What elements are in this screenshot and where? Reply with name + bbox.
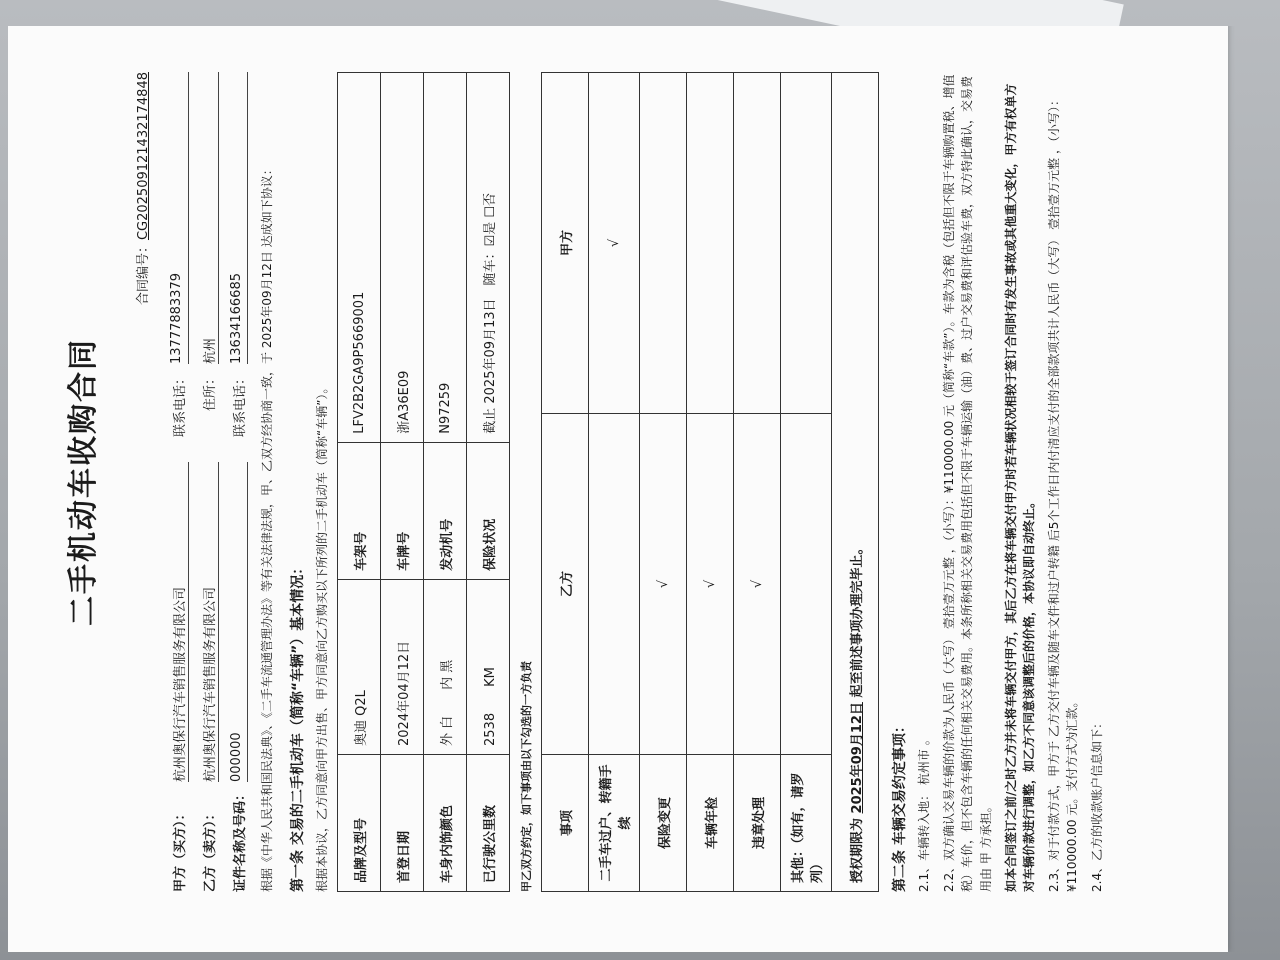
clause-2-2-bold: 如本合同签订之前/之时乙方并未将车辆交付甲方，其后乙方在将车辆交付甲方时若车辆状况相较于签订合同时有发生事故或其他重大变化，甲方有权单方对车辆价款进行调整，如乙方不同意该调整后的价格，本协议即自动终止。 [1003, 83, 1037, 892]
tasks-table [541, 72, 879, 892]
id-row: 证件名称及号码： 000000 联系电话： 13634166685 [229, 72, 248, 892]
document-title: 二手机动车收购合同 [66, 338, 101, 626]
color-label: 车身内饰颜色 [424, 755, 467, 892]
authorization-row: 授权期限为 2025年09月12日 起至前述事项办理完毕止。 [832, 73, 879, 892]
vin-label: 车架号 [338, 442, 381, 579]
clause-2-1: 2.1、车辆转入地： 杭州市 。 [917, 733, 932, 892]
insurance-value: 截止 2025年09月13日 随车：☑是 ☐否 [467, 73, 510, 443]
table-row: 违章处理 √ [734, 73, 781, 892]
vin-value: LFV2B2GA9P5669001 [338, 73, 381, 443]
table-row [781, 73, 832, 892]
color-value: 外 白 内 黑 [424, 579, 467, 754]
insurance-label: 保险状况 [467, 442, 510, 579]
article-2-title: 第二条 车辆交易约定事项： [892, 719, 909, 892]
vehicle-table [337, 72, 510, 892]
brand-label: 品牌及型号 [338, 755, 381, 892]
brand-value: 奥迪 Q2L [338, 579, 381, 754]
intro-paragraph: 根据《中华人民共和国民法典》、《二手车流通管理办法》等有关法律法规，甲、乙双方经协商一致，于 2025年09月12日 达成如下协议： [260, 163, 274, 892]
photo-frame [8, 26, 1240, 952]
choice-note: 甲乙双方约定，如下事项由以下勾选的一方负责 [520, 661, 534, 892]
clause-2-4: 2.4、乙方的收款账户信息如下： [1089, 716, 1104, 892]
reg-label: 首登日期 [381, 755, 424, 892]
contract-number: 合同编号：CG202509121432174848 [136, 72, 151, 306]
party-a-row: 甲方（买方）： 杭州奥保行汽车销售服务有限公司 联系电话： 13777883379 [169, 72, 189, 892]
tasks-header-b: 乙方 [542, 414, 589, 755]
engine-value: N97259 [424, 73, 467, 443]
engine-label: 发动机号 [424, 442, 467, 579]
reg-value: 2024年04月12日 [381, 579, 424, 754]
mileage-value: 2538 KM [467, 579, 510, 754]
tasks-header-item: 事项 [542, 755, 589, 892]
article-1-text: 根据本协议，乙方同意向甲方出售、甲方同意向乙方购买以下所列的二手机动车（简称“车辆”）。 [314, 381, 329, 892]
table-row: 车辆年检 √ [687, 73, 734, 892]
plate-value: 浙A36E09 [381, 73, 424, 443]
contract-page [8, 26, 1228, 952]
clause-2-3: 2.3、对于付款方式，甲方于 乙方交付车辆及随车文件和过户转籍 后5个工作日内付清应支付的全部款项共计人民币（大写） 壹拾壹万元整 ，（小写）：¥110000.00 元。支付方式为汇款。 [1046, 94, 1080, 892]
tasks-header-a: 甲方 [542, 73, 589, 414]
plate-label: 车牌号 [381, 442, 424, 579]
table-row: 二手车过户、转籍手续 √ [589, 73, 640, 892]
article-1-title: 第一条 交易的二手机动车（简称“车辆”）基本情况： [289, 560, 306, 892]
table-row: 保险变更 √ [640, 73, 687, 892]
other-label: 其他：（如有，请罗列） [781, 755, 832, 892]
clause-2-2: 2.2、双方确认交易车辆的价款为人民币（大写） 壹拾壹万元整 ，（小写）：¥110000.00 元（简称“车款”）。车款为含税（包括但不限于车辆购置税、增值税）车价，但不包含车辆的任何相关交易费用。本条所称相关交易费用包括但不限于车辆运输（油）费、过户交易费和评估验车费，双方特此确认，交易费用由 甲 方承担。 [941, 74, 994, 892]
party-b-row: 乙方（卖方）： 杭州奥保行汽车销售服务有限公司 住所： 杭州 [199, 72, 219, 892]
mileage-label: 已行驶公里数 [467, 755, 510, 892]
